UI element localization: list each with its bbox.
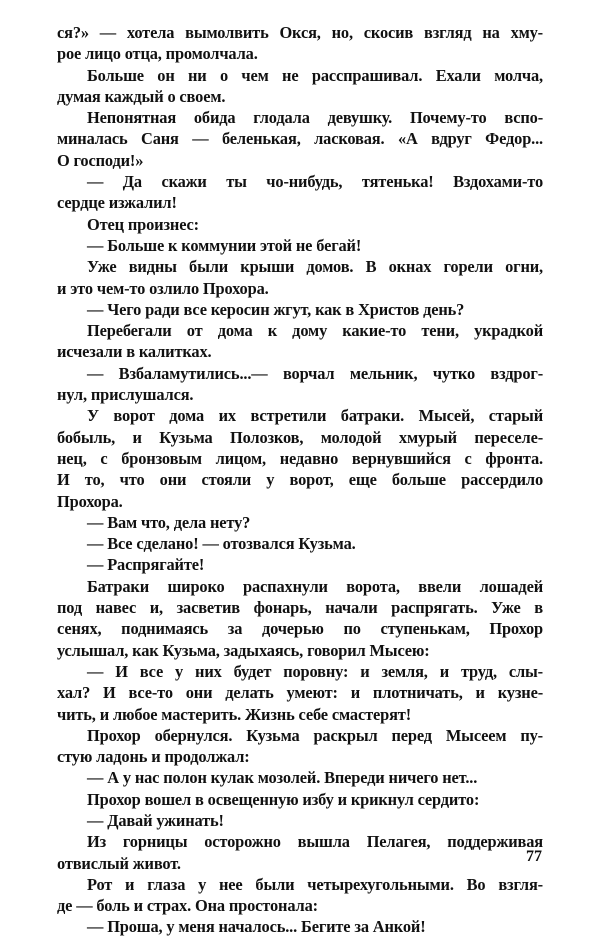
text-line: — Давай ужинать!	[87, 810, 224, 830]
text-line: стую ладонь и продолжал:	[57, 747, 250, 767]
text-line: — Чего ради все керосин жгут, как в Христов день?	[87, 299, 465, 319]
text-line: Отец произнес:	[87, 214, 199, 234]
text-line: Прохор обернулся. Кузьма раскрыл перед Мысеем пу-	[87, 725, 543, 745]
text-line: под навес и, засветив фонарь, начали распрягать. Уже в	[57, 598, 543, 618]
text-line: — Все сделано! — отозвался Кузьма.	[87, 534, 356, 554]
text-line: Больше он ни о чем не расспрашивал. Ехали молча,	[87, 65, 543, 85]
text-line: хал? И все-то они делать умеют: и плотничать, и кузне-	[57, 683, 543, 703]
text-line: — И все у них будет поровну: и земля, и труд, слы-	[87, 661, 543, 681]
text-line: — Проша, у меня началось... Бегите за Анкой!	[87, 917, 426, 937]
text-line: Перебегали от дома к дому какие-то тени, украдкой	[87, 321, 543, 341]
text-line: Из горницы осторожно вышла Пелагея, поддерживая	[87, 832, 543, 852]
text-line: и это чем-то озлило Прохора.	[57, 278, 269, 298]
text-line: Прохора.	[57, 491, 123, 511]
text-line: де — боль и страх. Она простонала:	[57, 896, 318, 916]
text-line: бобыль, и Кузьма Полозков, молодой хмурый переселе-	[57, 427, 543, 447]
text-line: Рот и глаза у нее были четырехугольными. Во взгля-	[87, 874, 543, 894]
page-text	[57, 22, 543, 938]
text-line: Прохор вошел в освещенную избу и крикнул сердито:	[87, 789, 480, 809]
text-line: — Да скажи ты чо-нибудь, тятенька! Вздохами-то	[87, 172, 543, 192]
page-number: 77	[526, 848, 542, 865]
text-line: ся?» — хотела вымолвить Окся, но, скосив взгляд на хму-	[57, 23, 543, 42]
text-line: сердце изжалил!	[57, 193, 177, 213]
text-line: исчезали в калитках.	[57, 342, 212, 362]
text-line: Батраки широко распахнули ворота, ввели лошадей	[87, 576, 543, 596]
text-line: У ворот дома их встретили батраки. Мысей, старый	[87, 406, 543, 426]
text-line: чить, и любое мастерить. Жизнь себе смастерят!	[57, 704, 411, 724]
text-line: сенях, поднимаясь за дочерью по ступенькам, Прохор	[57, 619, 543, 639]
text-line: миналась Саня — беленькая, ласковая. «А вдруг Федор...	[57, 129, 543, 149]
text-line: О господи!»	[57, 150, 144, 170]
text-line: Уже видны были крыши домов. В окнах горели огни,	[87, 257, 543, 277]
text-line: Непонятная обида глодала девушку. Почему-то вспо-	[87, 108, 543, 128]
text-line: рое лицо отца, промолчала.	[57, 44, 258, 64]
text-line: — А у нас полон кулак мозолей. Впереди ничего нет...	[87, 768, 478, 788]
text-line: отвислый живот.	[57, 853, 181, 873]
text-line: нул, прислушался.	[57, 385, 194, 405]
text-line: нец, с бронзовым лицом, недавно вернувшийся с фронта.	[57, 448, 543, 468]
text-line: И то, что они стояли у ворот, еще больше рассердило	[57, 470, 543, 490]
text-line: думая каждый о своем.	[57, 86, 226, 106]
text-line: услышал, как Кузьма, задыхаясь, говорил Мысею:	[57, 640, 430, 660]
text-line: — Распрягайте!	[87, 555, 205, 575]
text-line: — Взбаламутились...— ворчал мельник, чутко вздрог-	[87, 363, 543, 383]
text-line: — Больше к коммунии этой не бегай!	[87, 235, 362, 255]
text-line: — Вам что, дела нету?	[87, 512, 251, 532]
